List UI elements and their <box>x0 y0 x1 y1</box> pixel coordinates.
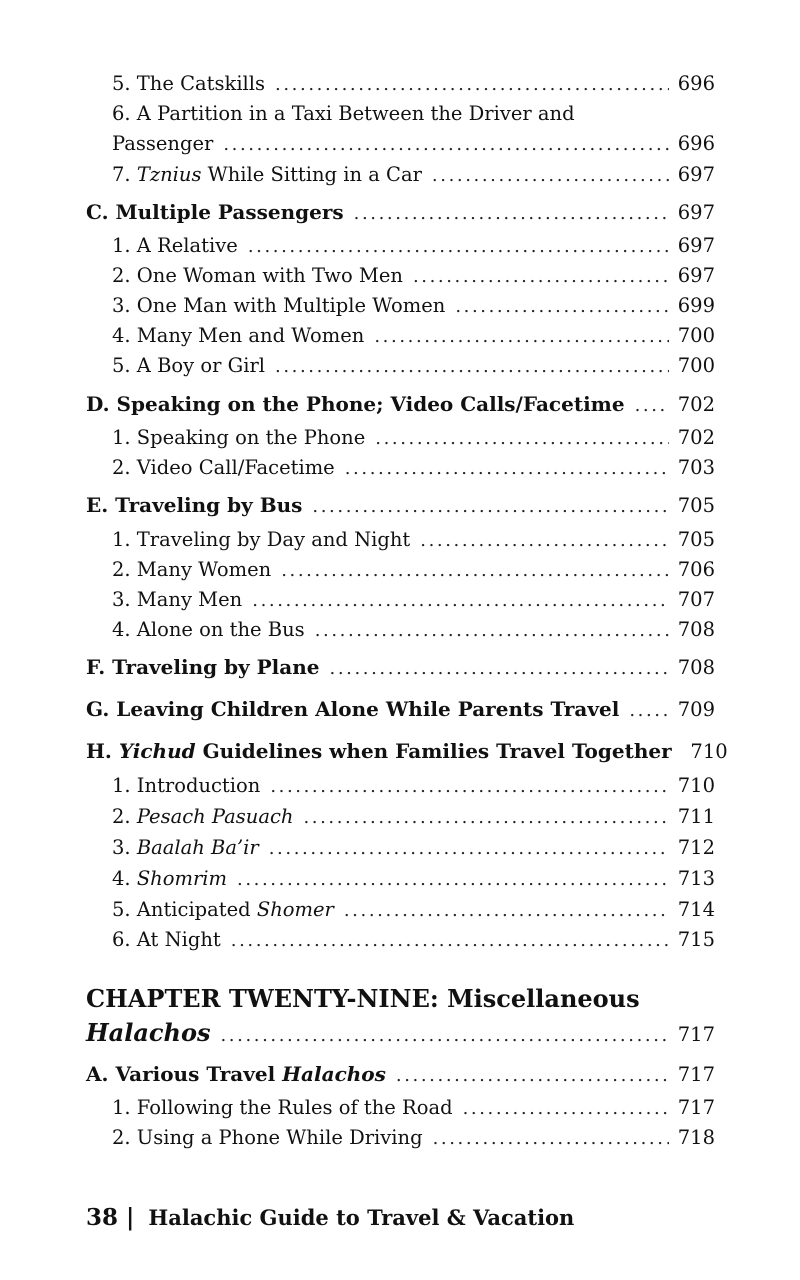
toc-entry[interactable] <box>112 264 715 287</box>
toc-entry[interactable] <box>112 72 715 95</box>
toc-section[interactable] <box>86 697 715 721</box>
toc-entry[interactable] <box>112 836 715 859</box>
toc-page-number: 710 <box>677 774 715 797</box>
toc-page-number: 703 <box>677 456 715 479</box>
leader-dots <box>237 869 669 890</box>
toc-page-number: 705 <box>677 528 715 551</box>
toc-entry-label: 7. Tznius While Sitting in a Car <box>112 163 422 186</box>
toc-entry[interactable] <box>112 618 715 641</box>
toc-section-label: E. Traveling by Bus <box>86 493 303 517</box>
toc-entry-label: 2. Pesach Pasuach <box>112 805 294 828</box>
toc-entry[interactable] <box>112 456 715 479</box>
leader-dots <box>312 496 669 517</box>
toc-entry[interactable] <box>112 1126 715 1149</box>
footer-separator: | <box>126 1204 135 1231</box>
toc-entry-label: 2. One Woman with Two Men <box>112 264 403 287</box>
toc-section-label: D. Speaking on the Phone; Video Calls/Facetime <box>86 392 625 416</box>
toc-page-number: 708 <box>677 656 715 679</box>
leader-dots <box>281 560 669 581</box>
leader-dots <box>463 1098 669 1119</box>
toc-page-number: 717 <box>677 1063 715 1086</box>
toc-page-number: 700 <box>677 354 715 377</box>
toc-entry-label: 6. At Night <box>112 928 221 951</box>
leader-dots <box>223 134 669 155</box>
toc-entry[interactable] <box>112 1096 715 1119</box>
toc-section[interactable] <box>86 655 715 679</box>
toc-page-number: 709 <box>677 698 715 721</box>
toc-entry-label: 2. Many Women <box>112 558 272 581</box>
chapter-heading-continuation[interactable] <box>86 1018 715 1047</box>
toc-entry[interactable] <box>112 234 715 257</box>
leader-dots <box>270 776 669 797</box>
toc-entry-label: 3. One Man with Multiple Women <box>112 294 446 317</box>
toc-page-number: 697 <box>677 201 715 224</box>
toc-page-number: 700 <box>677 324 715 347</box>
leader-dots <box>275 74 669 95</box>
toc-section-label: C. Multiple Passengers <box>86 200 344 224</box>
leader-dots <box>330 658 670 679</box>
toc-page-number: 697 <box>677 234 715 257</box>
toc-page-number: 711 <box>677 805 715 828</box>
toc-entry[interactable] <box>112 588 715 611</box>
leader-dots <box>629 700 669 721</box>
leader-dots <box>248 236 669 257</box>
toc-entry-label: 4. Alone on the Bus <box>112 618 305 641</box>
leader-dots <box>220 1025 669 1046</box>
leader-dots <box>433 1128 669 1149</box>
toc-entry-label: 2. Using a Phone While Driving <box>112 1126 423 1149</box>
toc-section[interactable] <box>86 493 715 517</box>
toc-entry[interactable] <box>112 928 715 951</box>
toc-section[interactable] <box>86 739 728 763</box>
toc-entry-label: 5. A Boy or Girl <box>112 354 266 377</box>
toc-entry-label: 6. A Partition in a Taxi Between the Driver and <box>112 102 575 125</box>
chapter-heading[interactable]: CHAPTER TWENTY-NINE: Miscellaneous <box>86 984 640 1013</box>
toc-entry[interactable] <box>112 163 715 186</box>
leader-dots <box>375 428 669 449</box>
toc-entry[interactable] <box>112 426 715 449</box>
toc-page-number: 697 <box>677 163 715 186</box>
toc-page-number: 707 <box>677 588 715 611</box>
toc-entry[interactable] <box>112 294 715 317</box>
leader-dots <box>252 590 669 611</box>
leader-dots <box>315 620 669 641</box>
toc-entry-label: 5. Anticipated Shomer <box>112 898 334 921</box>
toc-entry[interactable] <box>112 805 715 828</box>
toc-entry-label: 2. Video Call/Facetime <box>112 456 335 479</box>
toc-page-number: 706 <box>677 558 715 581</box>
toc-entry-label: 3. Many Men <box>112 588 243 611</box>
toc-entry-label: 4. Many Men and Women <box>112 324 365 347</box>
leader-dots <box>396 1065 669 1086</box>
toc-page-number: 697 <box>677 264 715 287</box>
leader-dots <box>303 807 669 828</box>
toc-entry-label: 1. Speaking on the Phone <box>112 426 366 449</box>
leader-dots <box>231 930 669 951</box>
toc-page-number: 702 <box>677 426 715 449</box>
toc-entry[interactable] <box>112 774 715 797</box>
leader-dots <box>413 266 669 287</box>
leader-dots <box>354 203 669 224</box>
toc-page-number: 717 <box>677 1023 715 1046</box>
footer-book-title: Halachic Guide to Travel & Vacation <box>148 1205 575 1230</box>
toc-page-number: 713 <box>677 867 715 890</box>
leader-dots <box>635 395 669 416</box>
toc-section[interactable] <box>86 1062 715 1086</box>
toc-page-number: 696 <box>677 72 715 95</box>
toc-entry-label: 1. A Relative <box>112 234 238 257</box>
leader-dots <box>432 165 669 186</box>
toc-entry-label: 4. Shomrim <box>112 867 228 890</box>
toc-entry[interactable] <box>112 558 715 581</box>
leader-dots <box>344 900 669 921</box>
page-footer <box>86 1204 574 1231</box>
leader-dots <box>420 530 669 551</box>
toc-page-number: 717 <box>677 1096 715 1119</box>
toc-entry[interactable] <box>112 102 715 125</box>
toc-entry[interactable] <box>112 324 715 347</box>
toc-section-label: G. Leaving Children Alone While Parents Travel <box>86 697 620 721</box>
toc-section-label: H. Yichud Guidelines when Families Travel Together <box>86 739 672 763</box>
toc-page-number: 705 <box>677 494 715 517</box>
toc-page-number: 708 <box>677 618 715 641</box>
toc-entry[interactable] <box>112 867 715 890</box>
toc-entry[interactable] <box>112 898 715 921</box>
toc-entry[interactable] <box>112 528 715 551</box>
toc-section[interactable] <box>86 392 715 416</box>
toc-page-number: 696 <box>677 132 715 155</box>
toc-page-number: 702 <box>677 393 715 416</box>
chapter-heading-label: Halachos <box>86 1018 211 1047</box>
leader-dots <box>455 296 669 317</box>
footer-page-number: 38 <box>86 1204 119 1231</box>
toc-entry-label: 3. Baalah Ba’ir <box>112 836 259 859</box>
toc-page-number: 712 <box>677 836 715 859</box>
toc-entry-continuation[interactable] <box>112 132 715 155</box>
toc-page-number: 714 <box>677 898 715 921</box>
toc-page-number: 699 <box>677 294 715 317</box>
toc-page-number: 718 <box>677 1126 715 1149</box>
toc-entry-label: 1. Introduction <box>112 774 261 797</box>
leader-dots <box>269 838 669 859</box>
leader-dots <box>345 458 669 479</box>
toc-section-label: F. Traveling by Plane <box>86 655 320 679</box>
leader-dots <box>374 326 669 347</box>
toc-entry-label: Passenger <box>112 132 214 155</box>
toc-section[interactable] <box>86 200 715 224</box>
toc-entry-label: 5. The Catskills <box>112 72 266 95</box>
toc-entry-label: 1. Following the Rules of the Road <box>112 1096 453 1119</box>
toc-entry-label: 1. Traveling by Day and Night <box>112 528 411 551</box>
toc-entry[interactable] <box>112 354 715 377</box>
leader-dots <box>275 356 669 377</box>
toc-section-label: A. Various Travel Halachos <box>86 1062 386 1086</box>
toc-page-number: 710 <box>690 740 728 763</box>
toc-page-number: 715 <box>677 928 715 951</box>
